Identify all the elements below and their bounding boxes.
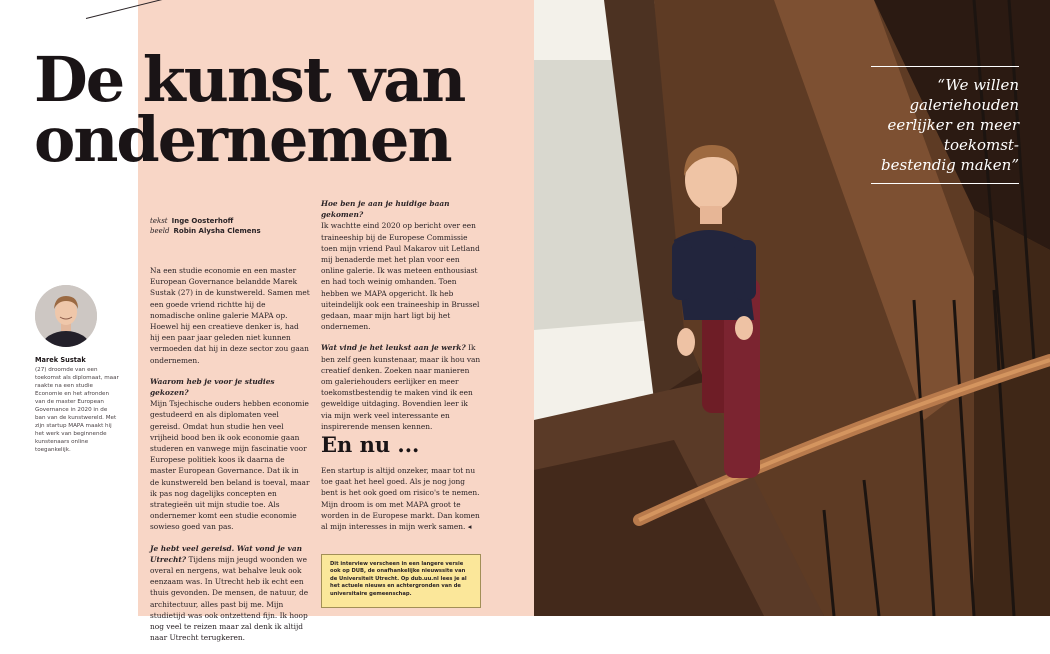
article-column-2 bbox=[321, 198, 481, 442]
question-2: Je hebt veel gereisd. Wat vond je van Utrecht? bbox=[150, 543, 303, 564]
qa-block-1 bbox=[150, 376, 310, 533]
question-3: Hoe ben je aan je huidige baan gekomen? bbox=[321, 199, 450, 220]
profile-sidebar bbox=[35, 356, 119, 454]
question-1: Waarom heb je voor je studies gekozen? bbox=[150, 376, 275, 398]
article-credits bbox=[150, 216, 261, 236]
credit-tekst-label: tekst bbox=[150, 217, 168, 225]
answer-4: Ik ben zelf geen kunstenaar, maar ik hou van creatief denken. Zoeken naar manieren om galeriehouders eerlijker en meer toekomstbestendig te maken vind ik een geweldige uitdaging. Bovendien leer ik via mijn werk veel interessante en inspirerende mensen kennen. bbox=[321, 343, 481, 431]
intro-paragraph: Na een studie economie en een master European Governance belandde Marek Sustak (27) in de kunstwereld. Samen met een goede vriend richtte hij de nomadische online galerie MAPA op. Hoewel hij een creatieve denker is, had hij een paar jaar geleden niet kunnen vermoeden dat hij in deze sector zou gaan ondernemen. bbox=[150, 266, 310, 365]
answer-2: Tijdens mijn jeugd woonden we overal en nergens, wat behalve leuk ook eenzaam was. In Utrecht heb ik echt een thuis gevonden. De mensen, de natuur, de architectuur, alles past bij me. Mijn studietijd was ook ontzettend fijn. Ik hoop nog veel te reizen maar zal denk ik altijd naar Utrecht terugkeren. bbox=[150, 554, 309, 643]
answer-1: Mijn Tsjechische ouders hebben economie gestudeerd en als diplomaten veel gereisd. Omdat hun studie hen veel vrijheid bood ben ik ook economie gaan studeren en vanwege mijn fascinatie voor Europese politiek koos ik daarna de master European Governance. Dat ik in de kunstwereld ben beland is toeval, maar ik pas nog dagelijks concepten en strategieën uit mijn studie toe. Als ondernemer komt een studie economie sowieso goed van pas. bbox=[150, 399, 310, 532]
qa-block-4 bbox=[321, 342, 481, 432]
qa-block-2 bbox=[150, 543, 310, 644]
en-nu-paragraph bbox=[321, 465, 481, 532]
question-4: Wat vind je het leukst aan je werk? bbox=[321, 343, 466, 353]
dub-infobox bbox=[321, 554, 481, 608]
title-line-1: De kunst van bbox=[34, 43, 465, 116]
infobox-text: Dit interview verscheen in een langere versie ook op DUB, de onafhankelijke nieuwssite van de Universiteit Utrecht. Op dub.uu.nl lees je al het actuele nieuws en achtergronden van de universitaire gemeenschap. bbox=[330, 561, 467, 597]
answer-3: Ik wachtte eind 2020 op bericht over een traineeship bij de Europese Commissie toen mijn vriend Paul Makarov uit Letland mij benaderde met het plan voor een online galerie. Ik was meteen enthousiast en had toch weinig omhanden. Toen hebben we MAPA opgericht. Ik heb uiteindelijk ook een traineeship in Brussel gedaan, maar mijn hart ligt bij het ondernemen. bbox=[321, 221, 480, 332]
qa-block-3 bbox=[321, 198, 481, 332]
credit-beeld-label: beeld bbox=[150, 227, 170, 235]
title-line-2: ondernemen bbox=[34, 103, 451, 176]
end-mark-icon: ◂ bbox=[467, 522, 472, 532]
article-title bbox=[34, 43, 465, 176]
en-nu-heading: En nu ... bbox=[321, 432, 420, 457]
portrait-image bbox=[35, 285, 97, 347]
profile-name: Marek Sustak bbox=[35, 356, 86, 364]
credit-tekst-name: Inge Oosterhoff bbox=[171, 217, 234, 225]
pull-quote: “We willen galeriehouden eerlijker en meer toekomst-bestendig maken” bbox=[871, 66, 1019, 184]
avatar bbox=[35, 285, 97, 347]
en-nu-text: Een startup is altijd onzeker, maar tot nu toe gaat het heel goed. Als je nog jong bent is het ook goed om risico's te nemen. Mijn droom is om met MAPA groot te worden in de Europese markt. Dan komen al mijn interesses in mijn werk samen. bbox=[321, 466, 480, 532]
article-column-1 bbox=[150, 265, 310, 654]
credit-beeld-name: Robin Alysha Clemens bbox=[173, 227, 261, 235]
profile-bio: (27) droomde van een toekomst als diplomaat, maar raakte na een studie Economie en het afronden van de master European Governance in 2020 in de ban van de kunstwereld. Met zijn startup MAPA maakt hij het werk van beginnende kunstenaars online toegankelijk. bbox=[35, 367, 119, 453]
